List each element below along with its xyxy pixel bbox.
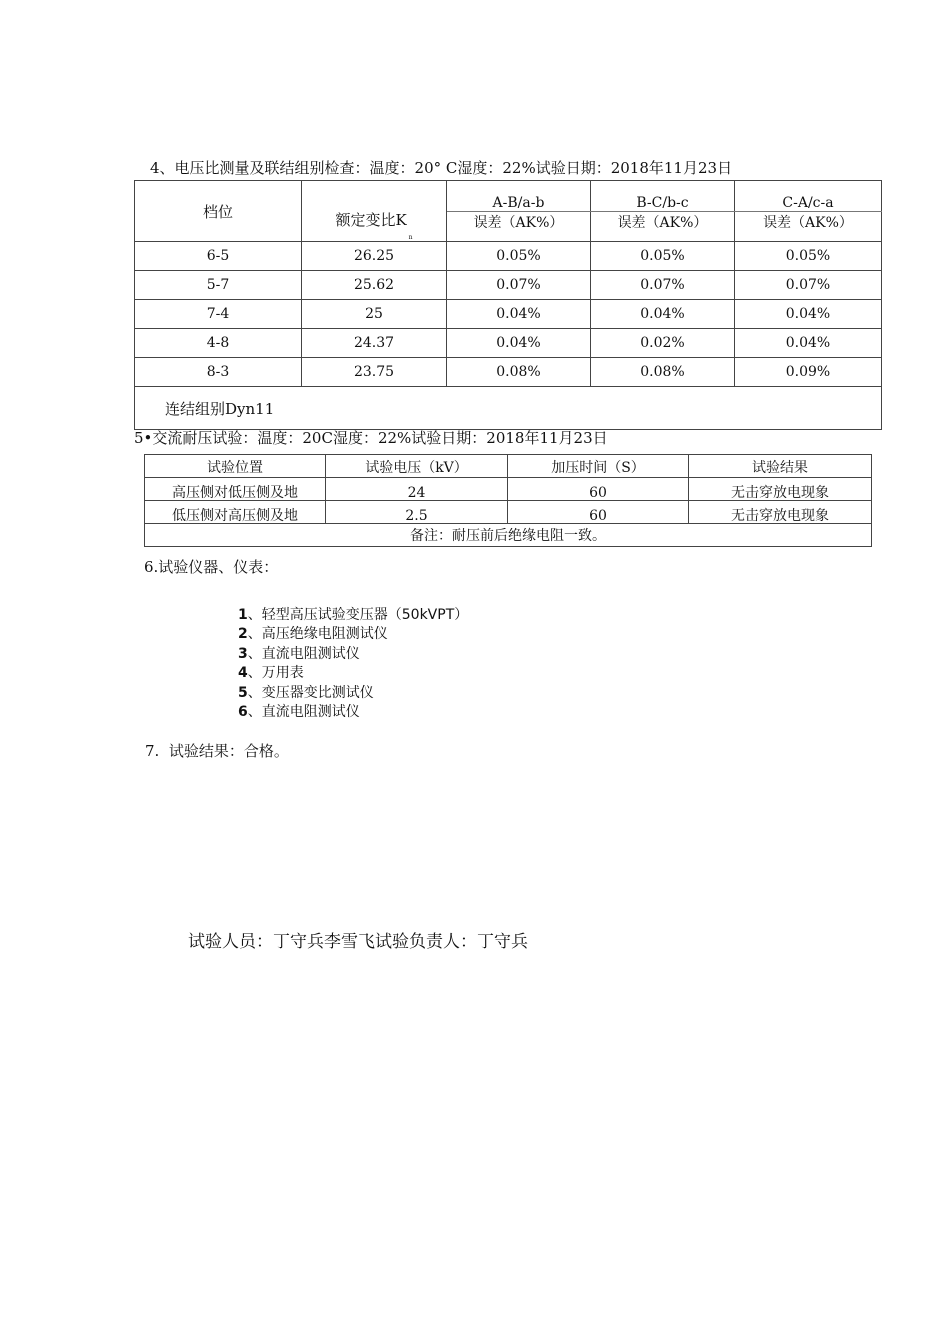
header-bc-error: 误差（AK%） bbox=[591, 211, 735, 242]
list-item-number: 3 bbox=[238, 646, 248, 662]
header-rated-ratio bbox=[302, 181, 447, 242]
list-item-text: 、直流电阻测试仪 bbox=[247, 646, 360, 662]
list-item bbox=[238, 682, 374, 702]
header-ab: A-B/a-b bbox=[447, 181, 591, 212]
header-time: 加压时间（S） bbox=[508, 455, 689, 478]
cell-voltage: 24 bbox=[326, 478, 508, 501]
remark: 备注：耐压前后绝缘电阻一致。 bbox=[145, 524, 872, 547]
cell-ab: 0.04% bbox=[447, 300, 591, 329]
header-tap: 档位 bbox=[135, 181, 302, 242]
header-rated-ratio-label: 额定变比K bbox=[335, 211, 407, 229]
table-row bbox=[135, 329, 882, 358]
cell-tap: 5-7 bbox=[135, 271, 302, 300]
cell-ratio: 25.62 bbox=[302, 271, 447, 300]
header-bc: B-C/b-c bbox=[591, 181, 735, 212]
cell-ratio: 24.37 bbox=[302, 329, 447, 358]
cell-result: 无击穿放电现象 bbox=[689, 478, 872, 501]
group-note-row bbox=[135, 387, 882, 430]
table-row bbox=[145, 501, 872, 524]
cell-ca: 0.04% bbox=[735, 329, 882, 358]
cell-bc: 0.05% bbox=[591, 242, 735, 271]
cell-ab: 0.07% bbox=[447, 271, 591, 300]
cell-tap: 7-4 bbox=[135, 300, 302, 329]
table-row bbox=[135, 300, 882, 329]
header-ca: C-A/c-a bbox=[735, 181, 882, 212]
table-header-row bbox=[145, 455, 872, 478]
cell-ca: 0.04% bbox=[735, 300, 882, 329]
cell-position: 低压侧对高压侧及地 bbox=[145, 501, 326, 524]
cell-ratio: 23.75 bbox=[302, 358, 447, 387]
remark-row bbox=[145, 524, 872, 547]
cell-bc: 0.08% bbox=[591, 358, 735, 387]
cell-ab: 0.08% bbox=[447, 358, 591, 387]
section5-heading: 5•交流耐压试验：温度：20C湿度：22%试验日期：2018年11月23日 bbox=[134, 429, 608, 447]
header-voltage: 试验电压（kV） bbox=[326, 455, 508, 478]
cell-ratio: 26.25 bbox=[302, 242, 447, 271]
cell-bc: 0.04% bbox=[591, 300, 735, 329]
table-row bbox=[145, 478, 872, 501]
list-item bbox=[238, 604, 468, 624]
cell-time: 60 bbox=[508, 501, 689, 524]
section7-result: 7. 试验结果：合格。 bbox=[145, 742, 289, 760]
list-item-number: 5 bbox=[238, 685, 248, 701]
header-result: 试验结果 bbox=[689, 455, 872, 478]
cell-bc: 0.07% bbox=[591, 271, 735, 300]
table-row bbox=[135, 358, 882, 387]
cell-tap: 6-5 bbox=[135, 242, 302, 271]
list-item bbox=[238, 623, 388, 643]
header-rated-ratio-sub: n bbox=[408, 234, 413, 241]
list-item-text: 、万用表 bbox=[247, 665, 304, 681]
list-item-text: 、高压绝缘电阻测试仪 bbox=[247, 626, 388, 642]
list-item-number: 4 bbox=[238, 665, 248, 681]
cell-ratio: 25 bbox=[302, 300, 447, 329]
list-item-number: 2 bbox=[238, 626, 248, 642]
table-header-row bbox=[135, 181, 882, 212]
cell-voltage: 2.5 bbox=[326, 501, 508, 524]
cell-bc: 0.02% bbox=[591, 329, 735, 358]
cell-ab: 0.04% bbox=[447, 329, 591, 358]
signature-line: 试验人员：丁守兵李雪飞试验负责人：丁守兵 bbox=[188, 932, 528, 952]
header-position: 试验位置 bbox=[145, 455, 326, 478]
list-item-number: 6 bbox=[238, 704, 248, 720]
cell-ab: 0.05% bbox=[447, 242, 591, 271]
list-item bbox=[238, 701, 360, 721]
table-row bbox=[135, 271, 882, 300]
cell-tap: 4-8 bbox=[135, 329, 302, 358]
cell-ca: 0.07% bbox=[735, 271, 882, 300]
cell-time: 60 bbox=[508, 478, 689, 501]
voltage-ratio-table bbox=[134, 180, 882, 430]
header-ab-error: 误差（AK%） bbox=[447, 211, 591, 242]
list-item-number: 1 bbox=[238, 607, 248, 623]
list-item-text: 、变压器变比测试仪 bbox=[247, 685, 374, 701]
table-row bbox=[135, 242, 882, 271]
header-ca-error: 误差（AK%） bbox=[735, 211, 882, 242]
connection-group-note: 连结组别Dyn11 bbox=[135, 387, 882, 430]
cell-tap: 8-3 bbox=[135, 358, 302, 387]
cell-position: 高压侧对低压侧及地 bbox=[145, 478, 326, 501]
cell-ca: 0.05% bbox=[735, 242, 882, 271]
section6-heading: 6.试验仪器、仪表： bbox=[144, 558, 279, 576]
cell-result: 无击穿放电现象 bbox=[689, 501, 872, 524]
list-item-text: 、直流电阻测试仪 bbox=[247, 704, 360, 720]
list-item bbox=[238, 643, 360, 663]
section4-heading: 4、电压比测量及联结组别检查：温度：20° C湿度：22%试验日期：2018年11月23日 bbox=[150, 159, 733, 177]
list-item-text: 、轻型高压试验变压器（50kVPT） bbox=[247, 607, 469, 623]
cell-ca: 0.09% bbox=[735, 358, 882, 387]
withstand-voltage-table bbox=[144, 454, 872, 547]
list-item bbox=[238, 662, 304, 682]
